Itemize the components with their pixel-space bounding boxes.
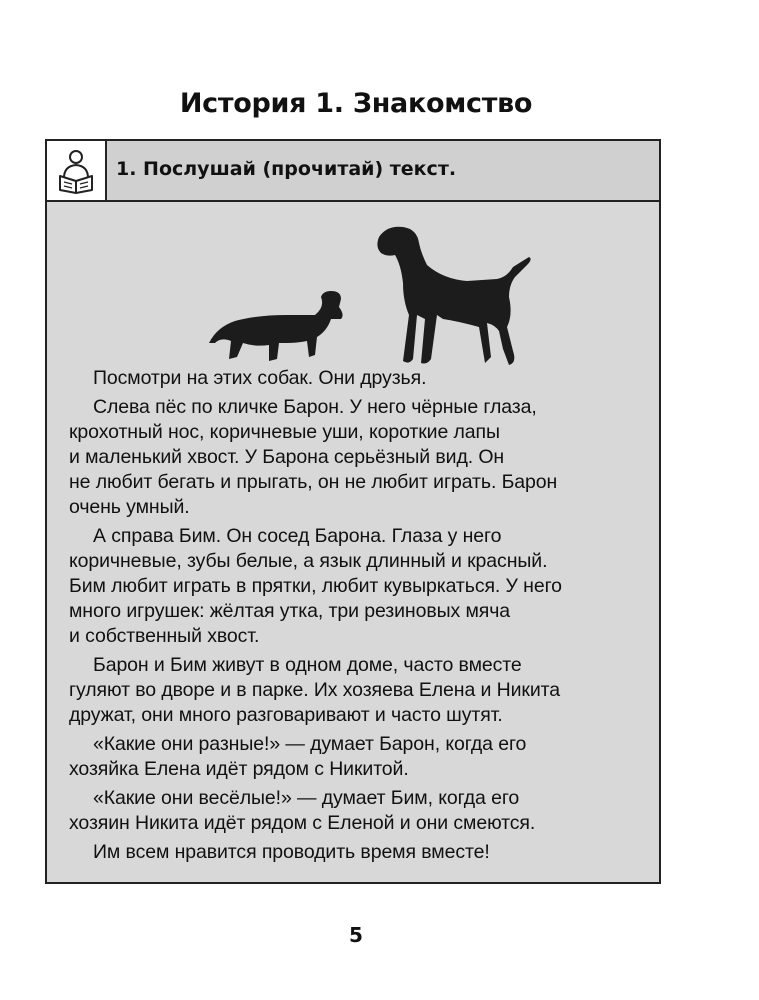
text-line: много игрушек: жёлтая утка, три резиновых мяча xyxy=(69,600,511,622)
page-number: 5 xyxy=(349,923,363,947)
text-line: Барон и Бим живут в одном доме, часто вместе xyxy=(93,654,522,676)
paragraph-6 xyxy=(69,786,629,836)
dachshund-silhouette xyxy=(209,291,343,361)
text-line: и собственный хвост. xyxy=(69,625,260,647)
text-line: коричневые, зубы белые, а язык длинный и красный. xyxy=(69,550,548,572)
paragraph-1 xyxy=(69,366,629,391)
paragraph-3 xyxy=(69,524,629,649)
text-line: Им всем нравится проводить время вместе! xyxy=(93,841,490,863)
icon-cell xyxy=(47,141,107,200)
exercise-box xyxy=(45,139,661,884)
text-line: Посмотри на этих собак. Они друзья. xyxy=(93,367,427,389)
text-line: Бим любит играть в прятки, любит кувыркаться. У него xyxy=(69,575,562,597)
text-line: не любит бегать и прыгать, он не любит играть. Барон xyxy=(69,471,558,493)
text-line: хозяин Никита идёт рядом с Еленой и они смеются. xyxy=(69,812,536,834)
exercise-instruction: 1. Послушай (прочитай) текст. xyxy=(116,158,457,180)
text-line: гуляют во дворе и в парке. Их хозяева Елена и Никита xyxy=(69,679,560,701)
labrador-silhouette xyxy=(377,227,530,365)
text-line: Слева пёс по кличке Барон. У него чёрные глаза, xyxy=(93,396,537,418)
paragraph-4 xyxy=(69,653,629,728)
text-line: хозяйка Елена идёт рядом с Никитой. xyxy=(69,758,409,780)
dogs-illustration xyxy=(207,219,537,369)
text-line: А справа Бим. Он сосед Барона. Глаза у него xyxy=(93,525,502,547)
reading-person-icon xyxy=(54,148,98,194)
page-title: История 1. Знакомство xyxy=(179,88,533,119)
story-text xyxy=(69,366,629,869)
text-line: крохотный нос, коричневые уши, короткие лапы xyxy=(69,421,500,443)
text-line: и маленький хвост. У Барона серьёзный вид. Он xyxy=(69,446,505,468)
text-line: дружат, они много разговаривают и часто шутят. xyxy=(69,704,503,726)
exercise-header xyxy=(47,141,659,202)
text-line: «Какие они весёлые!» — думает Бим, когда его xyxy=(93,787,520,809)
paragraph-7 xyxy=(69,840,629,865)
paragraph-5 xyxy=(69,732,629,782)
text-line: очень умный. xyxy=(69,496,190,518)
paragraph-2 xyxy=(69,395,629,520)
text-line: «Какие они разные!» — думает Барон, когда его xyxy=(93,733,527,755)
